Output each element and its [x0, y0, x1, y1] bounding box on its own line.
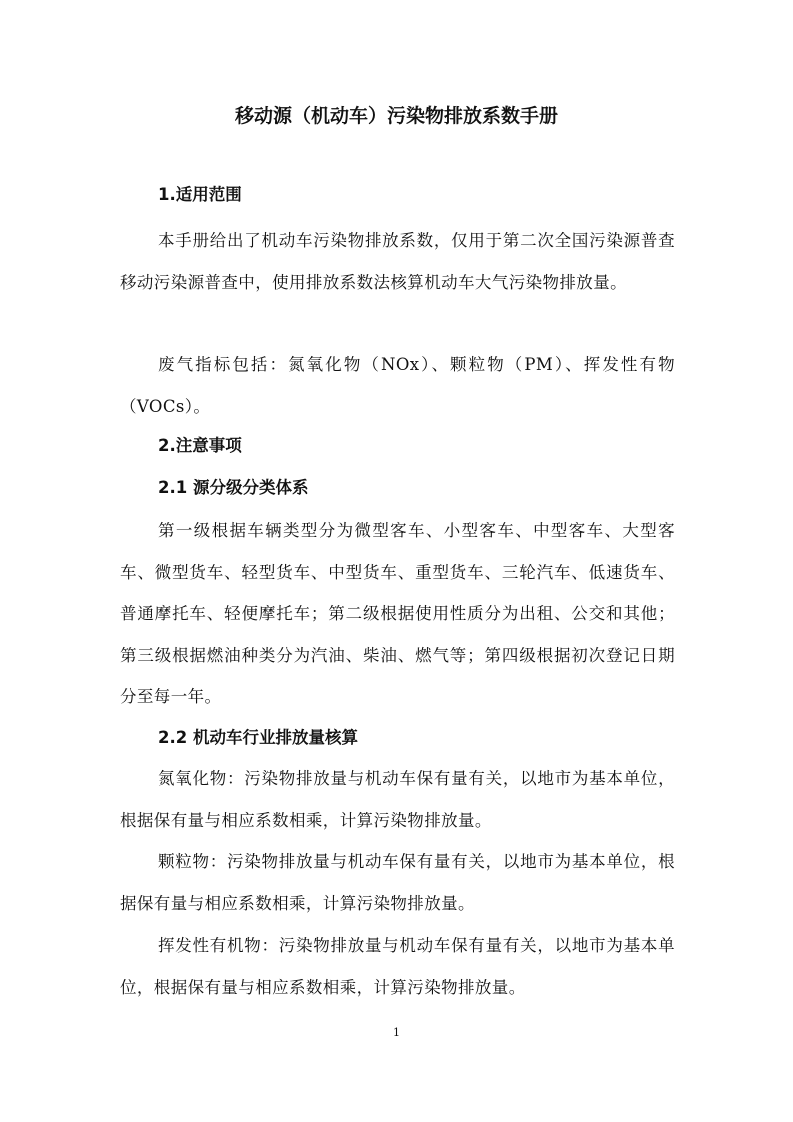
section-2-heading: 2.注意事项 [158, 436, 242, 455]
section-1-paragraph-1: 本手册给出了机动车污染物排放系数，仅用于第二次全国污染源普查移动污染源普查中，使用排放系数法核算机动车大气污染物排放量。 [120, 231, 675, 292]
document-title: 移动源（机动车）污染物排放系数手册 [234, 105, 558, 127]
section-2-1-heading: 2.1 源分级分类体系 [158, 478, 309, 497]
section-1-heading: 1.适用范围 [158, 185, 242, 204]
section-2-2-paragraph-nox: 氮氧化物：污染物排放量与机动车保有量有关，以地市为基本单位，根据保有量与相应系数相乘，计算污染物排放量。 [120, 769, 675, 830]
section-2-1-paragraph: 第一级根据车辆类型分为微型客车、小型客车、中型客车、大型客车、微型货车、轻型货车、中型货车、重型货车、三轮汽车、低速货车、普通摩托车、轻便摩托车；第二级根据使用性质分为出租、公交和其他；第三级根据燃油种类分为汽油、柴油、燃气等；第四级根据初次登记日期分至每一年。 [120, 521, 675, 706]
section-2-2-heading: 2.2 机动车行业排放量核算 [158, 728, 358, 747]
section-2-2-paragraph-pm: 颗粒物：污染物排放量与机动车保有量有关，以地市为基本单位，根据保有量与相应系数相乘，计算污染物排放量。 [120, 852, 675, 913]
page-number: 1 [393, 1026, 400, 1039]
section-2-2-paragraph-vocs: 挥发性有机物：污染物排放量与机动车保有量有关，以地市为基本单位，根据保有量与相应系数相乘，计算污染物排放量。 [120, 936, 675, 997]
section-1-paragraph-2: 废气指标包括：氮氧化物（NOx）、颗粒物（PM）、挥发性有物（VOCs）。 [120, 355, 675, 416]
